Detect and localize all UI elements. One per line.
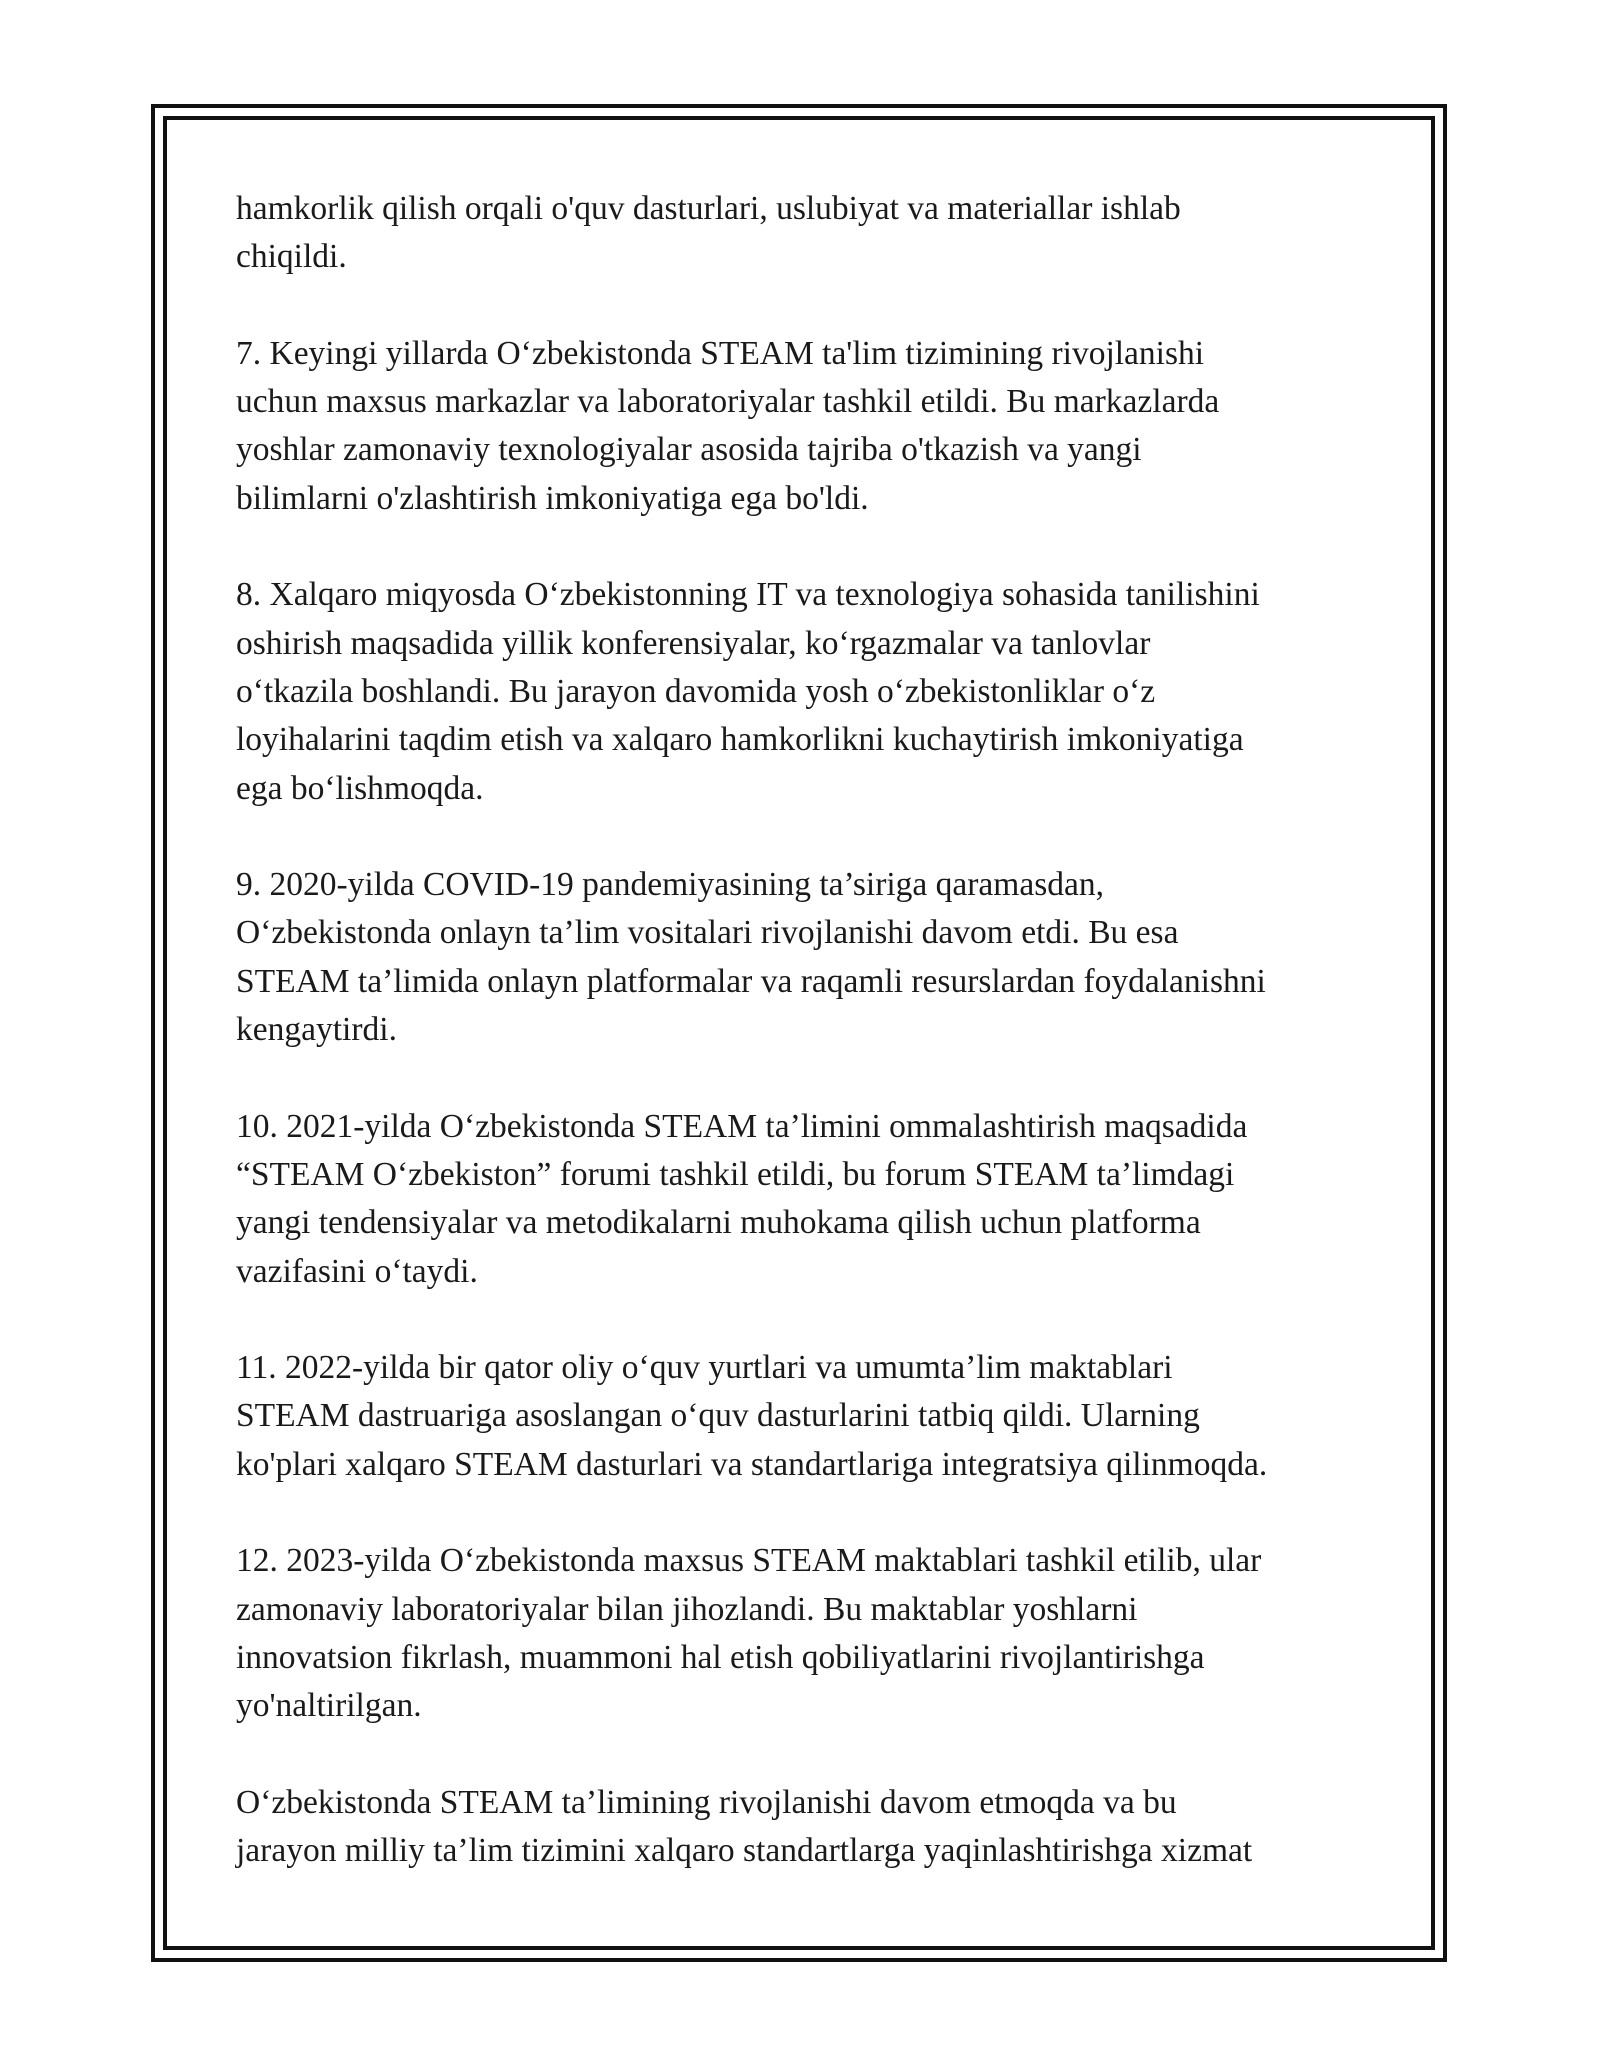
- paragraph: [236, 571, 1386, 812]
- text-line: yo'naltirilgan.: [236, 1687, 422, 1725]
- text-line: “STEAM O‘zbekiston” forumi tashkil etildi, bu forum STEAM ta’limdagi: [236, 1155, 1235, 1193]
- paragraph: [236, 330, 1386, 523]
- text-line: chiqildi.: [236, 238, 347, 276]
- paragraph: [236, 1344, 1386, 1489]
- text-line: jarayon milliy ta’lim tizimini xalqaro standartlarga yaqinlashtirishga xizmat: [236, 1832, 1253, 1870]
- document-body: [236, 185, 1386, 1924]
- text-line: STEAM dastruariga asoslangan o‘quv dasturlarini tatbiq qildi. Ularning: [236, 1397, 1200, 1435]
- text-line: 10. 2021-yilda O‘zbekistonda STEAM ta’limini ommalashtirish maqsadida: [236, 1107, 1248, 1145]
- paragraph: [236, 1779, 1386, 1876]
- text-line: yoshlar zamonaviy texnologiyalar asosida tajriba o'tkazish va yangi: [236, 431, 1142, 469]
- text-line: hamkorlik qilish orqali o'quv dasturlari, uslubiyat va materiallar ishlab: [236, 190, 1181, 227]
- paragraph: [236, 185, 1386, 282]
- text-line: 12. 2023-yilda O‘zbekistonda maxsus STEAM maktablari tashkil etilib, ular: [236, 1542, 1262, 1580]
- text-line: vazifasini o‘taydi.: [236, 1252, 478, 1290]
- text-line: uchun maxsus markazlar va laboratoriyalar tashkil etildi. Bu markazlarda: [236, 383, 1220, 421]
- text-line: oshirish maqsadida yillik konferensiyalar, ko‘rgazmalar va tanlovlar: [236, 624, 1151, 662]
- text-line: 11. 2022-yilda bir qator oliy o‘quv yurtlari va umumta’lim maktablari: [236, 1349, 1173, 1387]
- text-line: innovatsion fikrlash, muammoni hal etish qobiliyatlarini rivojlantirishga: [236, 1638, 1205, 1676]
- text-line: o‘tkazila boshlandi. Bu jarayon davomida yosh o‘zbekistonliklar o‘z: [236, 672, 1156, 710]
- text-line: 9. 2020-yilda COVID-19 pandemiyasining ta’siriga qaramasdan,: [236, 866, 1105, 904]
- paragraph: [236, 1103, 1386, 1296]
- text-line: ega bo‘lishmoqda.: [236, 769, 484, 807]
- text-line: ko'plari xalqaro STEAM dasturlari va standartlariga integratsiya qilinmoqda.: [236, 1445, 1268, 1483]
- paragraph: [236, 1537, 1386, 1730]
- paragraph: [236, 861, 1386, 1054]
- text-line: kengaytirdi.: [236, 1011, 397, 1049]
- text-line: O‘zbekistonda STEAM ta’limining rivojlanishi davom etmoqda va bu: [236, 1783, 1177, 1821]
- text-line: zamonaviy laboratoriyalar bilan jihozlandi. Bu maktablar yoshlarni: [236, 1590, 1138, 1628]
- text-line: 7. Keyingi yillarda O‘zbekistonda STEAM ta'lim tizimining rivojlanishi: [236, 334, 1205, 372]
- text-line: loyihalarini taqdim etish va xalqaro hamkorlikni kuchaytirish imkoniyatiga: [236, 721, 1244, 759]
- text-line: 8. Xalqaro miqyosda O‘zbekistonning IT va texnologiya sohasida tanilishini: [236, 576, 1260, 614]
- text-line: O‘zbekistonda onlayn ta’lim vositalari rivojlanishi davom etdi. Bu esa: [236, 914, 1179, 952]
- text-line: bilimlarni o'zlashtirish imkoniyatiga ega bo'ldi.: [236, 479, 869, 517]
- text-line: STEAM ta’limida onlayn platformalar va raqamli resurslardan foydalanishni: [236, 962, 1266, 1000]
- text-line: yangi tendensiyalar va metodikalarni muhokama qilish uchun platforma: [236, 1204, 1201, 1242]
